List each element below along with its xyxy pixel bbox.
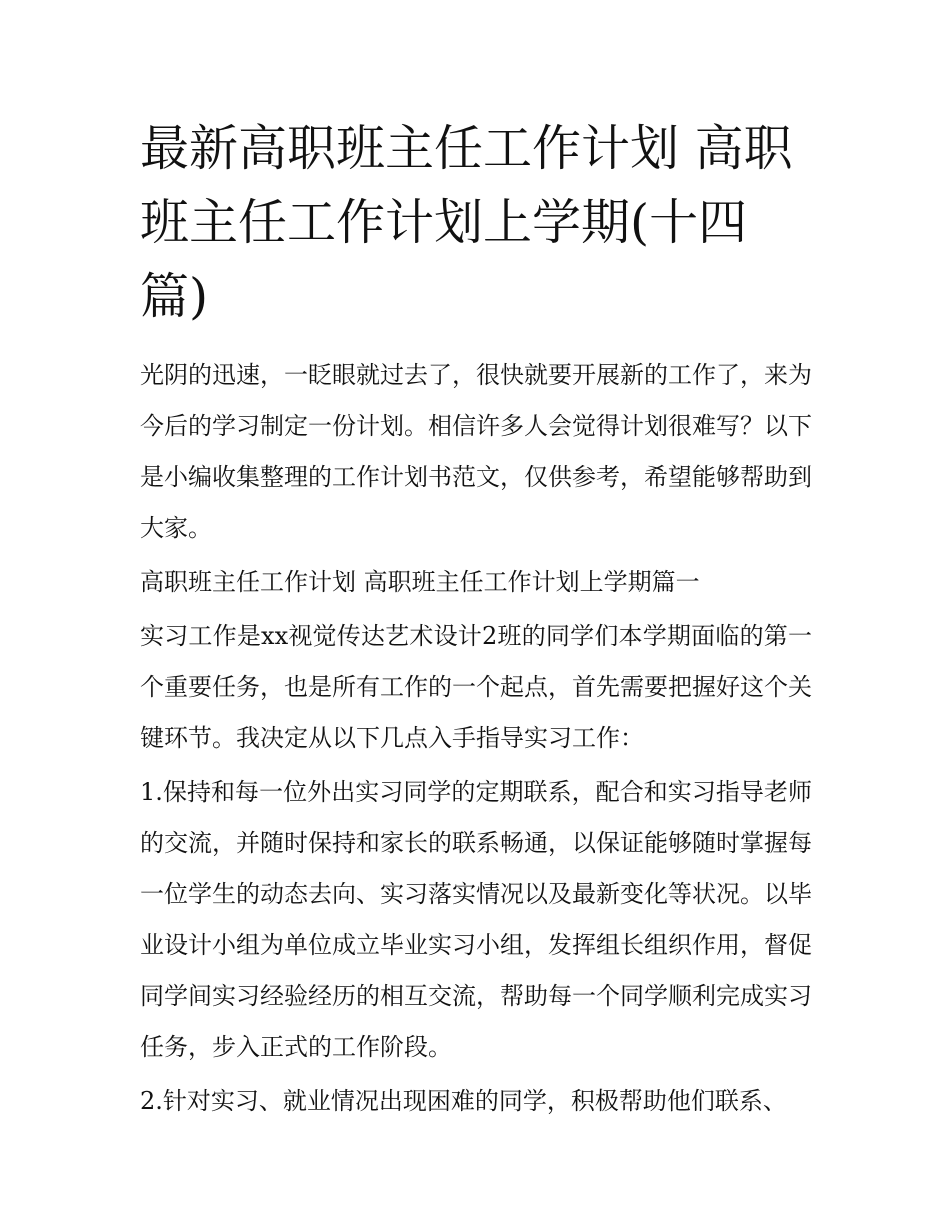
list-item-2: 2.针对实习、就业情况出现困难的同学，积极帮助他们联系、 [140,1087,787,1115]
list-item-1: 1.保持和每一位外出实习同学的定期联系，配合和实习指导老师的交流，并随时保持和家长的联系畅通，以保证能够随时掌握每一位学生的动态去向、实习落实情况以及最新变化等状况。以毕业设计小组为单位成立毕业实习小组，发挥组长组织作用，督促同学间实习经验经历的相互交流，帮助每一个同学顺利完成实习任务，步入正式的工作阶段。 [140,778,812,1061]
document-body [140,112,812,1127]
section-heading: 高职班主任工作计划 高职班主任工作计划上学期篇一 [140,568,700,596]
body-paragraph: 实习工作是xx视觉传达艺术设计2班的同学们本学期面临的第一个重要任务，也是所有工作的一个起点，首先需要把握好这个关键环节。我决定从以下几点入手指导实习工作： [140,622,812,752]
intro-paragraph: 光阴的迅速，一眨眼就过去了，很快就要开展新的工作了，来为今后的学习制定一份计划。相信许多人会觉得计划很难写？以下是小编收集整理的工作计划书范文，仅供参考，希望能够帮助到大家。 [140,361,812,542]
document-title: 最新高职班主任工作计划 高职班主任工作计划上学期(十四篇) [140,120,793,325]
